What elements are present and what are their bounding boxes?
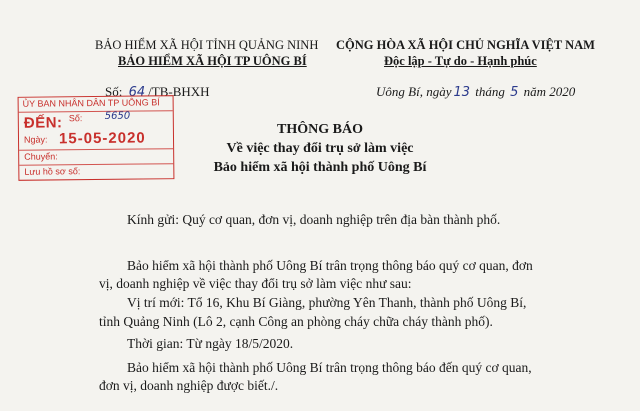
org-line-1: BẢO HIỂM XÃ HỘI TỈNH QUẢNG NINH <box>95 38 319 52</box>
doc-no-handwritten: 64 <box>128 85 146 100</box>
document-date <box>376 84 575 100</box>
effective-time: Thời gian: Từ ngày 18/5/2020. <box>127 336 294 351</box>
notice-issuer: Bảo hiểm xã hội thành phố Uông Bí <box>213 160 427 175</box>
doc-no-prefix: Số: <box>105 84 123 99</box>
para1-line2: vị, doanh nghiệp về việc thay đổi trụ sở làm việc như sau: <box>99 276 412 291</box>
nation-line-1: CỘNG HÒA XÃ HỘI CHỦ NGHĨA VIỆT NAM <box>336 38 595 52</box>
org-line-2: BẢO HIỂM XÃ HỘI TP UÔNG BÍ <box>118 54 307 68</box>
date-day: 13 <box>453 85 471 100</box>
notice-title: THÔNG BÁO <box>277 122 363 137</box>
location-line2: tỉnh Quảng Ninh (Lô 2, cạnh Công an phòng cháy chữa cháy thành phố). <box>99 314 493 329</box>
notice-subject: Về việc thay đổi trụ sở làm việc <box>226 141 414 156</box>
date-month-label: tháng <box>475 84 505 99</box>
closing-line2: đơn vị, doanh nghiệp được biết./. <box>99 378 279 393</box>
greeting: Kính gửi: Quý cơ quan, đơn vị, doanh nghiệp trên địa bàn thành phố. <box>127 212 501 227</box>
stamp-chuyen: Chuyển: <box>24 151 58 162</box>
date-prefix: Uông Bí, ngày <box>376 84 452 99</box>
stamp-den: ĐẾN: <box>23 114 63 132</box>
stamp-so-label: Số: <box>68 113 83 124</box>
closing-line1: Bảo hiểm xã hội thành phố Uông Bí trân trọng thông báo đến quý cơ quan, <box>127 360 532 375</box>
nation-line-2: Độc lập - Tự do - Hạnh phúc <box>384 54 537 68</box>
stamp-date: 15-05-2020 <box>58 129 146 148</box>
stamp-org: ỦY BAN NHÂN DÂN TP UÔNG BÍ <box>22 97 160 109</box>
stamp-luu: Lưu hồ sơ số: <box>24 166 81 177</box>
stamp-ngay-label: Ngày: <box>23 134 48 145</box>
location-line1: Vị trí mới: Tổ 16, Khu Bí Giàng, phường Yên Thanh, thành phố Uông Bí, <box>127 295 527 310</box>
stamp-header-row <box>19 96 173 113</box>
stamp-so-value: 5650 <box>104 110 131 122</box>
date-month: 5 <box>510 85 519 100</box>
date-year: năm 2020 <box>523 84 576 99</box>
doc-no-suffix: /TB-BHXH <box>148 84 210 99</box>
para1-line1: Bảo hiểm xã hội thành phố Uông Bí trân trọng thông báo quý cơ quan, đơn <box>127 258 533 273</box>
